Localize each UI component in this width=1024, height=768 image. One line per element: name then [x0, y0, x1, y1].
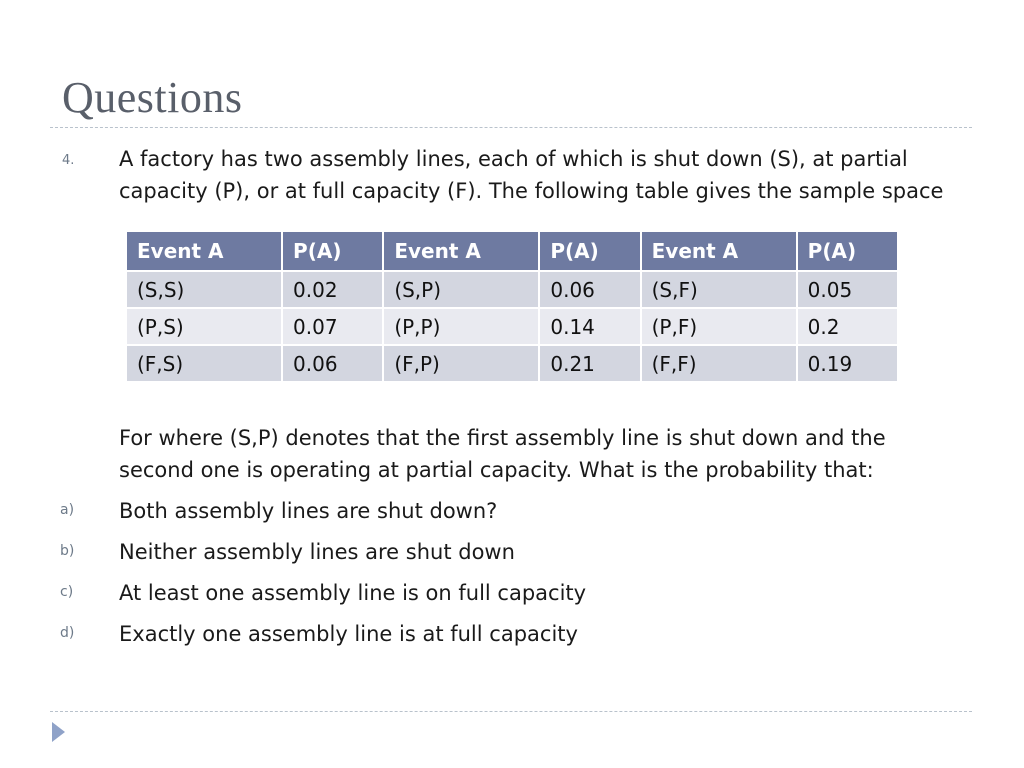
sub-question-a [0, 495, 1000, 527]
sub-question-marker: d) [60, 625, 75, 641]
sub-question-text: Both assembly lines are shut down? [119, 499, 498, 523]
table-cell: (F,S) [126, 345, 282, 382]
table-row [126, 308, 898, 345]
header-prob-1: P(A) [282, 231, 383, 271]
header-event-a-2: Event A [383, 231, 539, 271]
table-cell: (F,P) [383, 345, 539, 382]
sub-question-marker: c) [60, 584, 74, 600]
table-cell: (F,F) [641, 345, 797, 382]
header-event-a-1: Event A [126, 231, 282, 271]
table-header-row [126, 231, 898, 271]
sub-question-d [0, 618, 1000, 650]
table-cell: 0.19 [797, 345, 898, 382]
table-cell: (P,S) [126, 308, 282, 345]
header-prob-3: P(A) [797, 231, 898, 271]
top-divider [50, 127, 972, 128]
table-cell: (P,F) [641, 308, 797, 345]
table-row [126, 271, 898, 308]
sub-question-c [0, 577, 1000, 609]
table-cell: (S,S) [126, 271, 282, 308]
table-cell: 0.02 [282, 271, 383, 308]
header-prob-2: P(A) [539, 231, 640, 271]
followup-line-1: For where (S,P) denotes that the first assembly line is shut down and the [119, 426, 886, 450]
sub-question-b [0, 536, 1000, 568]
intro-line-2: capacity (P), or at full capacity (F). The following table gives the sample space [119, 179, 944, 203]
sample-space-table [125, 230, 899, 383]
sub-question-marker: b) [60, 543, 75, 559]
sub-question-text: At least one assembly line is on full capacity [119, 581, 587, 605]
table-cell: 0.06 [282, 345, 383, 382]
table-cell: (P,P) [383, 308, 539, 345]
table-cell: 0.06 [539, 271, 640, 308]
table-cell: (S,F) [641, 271, 797, 308]
sub-question-text: Exactly one assembly line is at full capacity [119, 622, 578, 646]
intro-line-1: A factory has two assembly lines, each of which is shut down (S), at partial [119, 147, 908, 171]
table-cell: 0.07 [282, 308, 383, 345]
table-cell: 0.14 [539, 308, 640, 345]
table-cell: 0.05 [797, 271, 898, 308]
table-cell: 0.2 [797, 308, 898, 345]
question-intro [119, 143, 979, 207]
sub-question-text: Neither assembly lines are shut down [119, 540, 515, 564]
slide-title: Questions [62, 73, 243, 122]
sub-question-marker: a) [60, 502, 75, 518]
bottom-divider [50, 711, 972, 712]
table-row [126, 345, 898, 382]
followup-line-2: second one is operating at partial capacity. What is the probability that: [119, 458, 874, 482]
play-triangle-icon[interactable] [52, 722, 65, 742]
header-event-a-3: Event A [641, 231, 797, 271]
question-followup [119, 422, 979, 486]
table-cell: 0.21 [539, 345, 640, 382]
table-cell: (S,P) [383, 271, 539, 308]
question-number: 4. [62, 153, 75, 168]
